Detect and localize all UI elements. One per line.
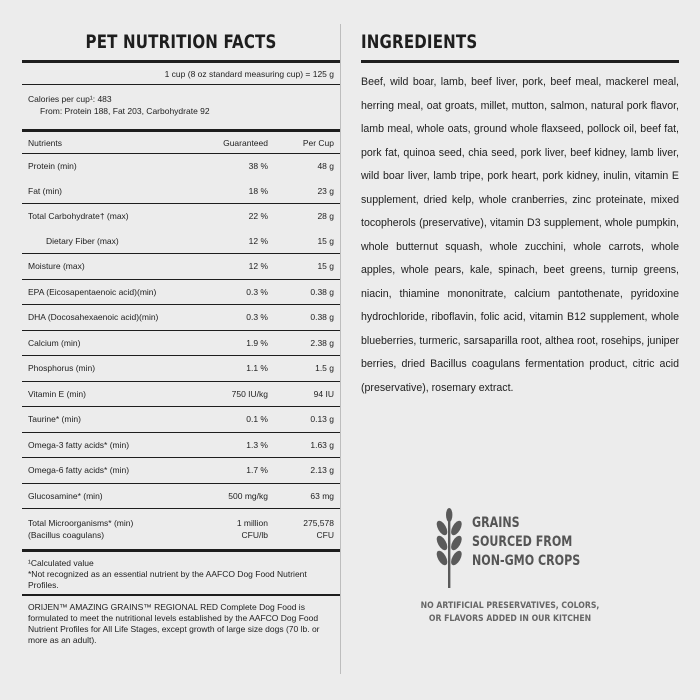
badge-line1: GRAINS (472, 515, 520, 531)
nutrient-guaranteed: 12 % (248, 261, 268, 272)
nutrient-guaranteed: 12 % (248, 235, 268, 246)
nutrient-name: EPA (Eicosapentaenoic acid)(min) (28, 286, 157, 297)
nutrient-row (22, 458, 340, 483)
badge-subtext (410, 600, 610, 626)
nutrient-per-cup: 63 mg (310, 490, 334, 501)
wheat-icon (430, 508, 468, 588)
nutrient-name: Protein (min) (28, 161, 77, 172)
nutrition-facts-panel (22, 24, 340, 689)
nutrient-row (22, 305, 340, 330)
nutrient-row (22, 331, 340, 356)
micro-name-line2: (Bacillus coagulans) (28, 530, 105, 540)
nutrient-row (22, 356, 340, 381)
header-guaranteed: Guaranteed (223, 137, 268, 148)
nutrient-name: DHA (Docosahexaenoic acid)(min) (28, 312, 159, 323)
nutrient-per-cup: 23 g (317, 185, 334, 196)
ingredients-text: Beef, wild boar, lamb, beef liver, pork, beef meal, mackerel meal, herring meal, oat groats, millet, mutton, salmon, natural pork flavor, lamb meal, whole oats, ground whole flaxseed, pollock oil, beef fat, pork fat, quinoa seed, chia seed, pork liver, beef kidney, lamb liver, wild boar liver, lamb tripe, pork heart, pork kidney, inulin, vitamin E supplement, dried kelp, whole cranberries, zinc proteinate, mixed tocopherols (preservative), vitamin D3 supplement, whole pumpkin, whole butternut squash, whole zucchini, whole carrots, whole apples, whole pears, kale, spinach, beet greens, turnip greens, niacin, thiamine mononitrate, calcium pantothenate, pyridoxine hydrochloride, riboflavin, folic acid, vitamin B12 supplement, whole blueberries, turmeric, sarsaparilla root, althea root, rosehips, juniper berries, dried Bacillus coagulans fermentation product, citric acid (preservative), rosemary extract. (361, 76, 679, 394)
header-per-cup: Per Cup (302, 137, 334, 148)
badge-line3: NON-GMO CROPS (472, 553, 581, 569)
nutrient-row (22, 433, 340, 458)
nutrient-name: Taurine* (min) (28, 414, 81, 425)
nutrient-name: Total Carbohydrate† (max) (28, 211, 129, 222)
nutrient-guaranteed: 22 % (248, 211, 268, 222)
nutrient-row (22, 280, 340, 305)
nutrient-per-cup: 0.38 g (310, 312, 334, 323)
nutrient-row (22, 229, 340, 254)
micro-p2: CFU (316, 530, 334, 540)
nutrient-row (22, 254, 340, 279)
micro-name (28, 517, 198, 541)
micro-g1: 1 million (236, 518, 268, 528)
nutrient-per-cup: 2.38 g (310, 337, 334, 348)
micro-name-line1: Total Microorganisms* (min) (28, 518, 134, 528)
nutrient-guaranteed: 1.3 % (246, 439, 268, 450)
nutrient-per-cup: 15 g (317, 235, 334, 246)
nutrient-name: Moisture (max) (28, 261, 85, 272)
badge-line2: SOURCED FROM (472, 534, 573, 550)
serving-size: 1 cup (8 oz standard measuring cup) = 125 g (164, 69, 334, 79)
badge-headline (472, 514, 600, 571)
nutrient-guaranteed: 0.3 % (246, 312, 268, 323)
nutrient-guaranteed: 0.3 % (246, 286, 268, 297)
nutrient-per-cup: 94 IU (313, 388, 334, 399)
nutrient-per-cup: 2.13 g (310, 465, 334, 476)
header-nutrients: Nutrients (28, 137, 63, 148)
nutrient-row-microorganisms (22, 509, 340, 549)
nutrient-name: Glucosamine* (min) (28, 490, 103, 501)
footnote-calculated: ¹Calculated value (28, 558, 94, 568)
nutrient-name: Calcium (min) (28, 337, 81, 348)
nutrient-name: Fat (min) (28, 185, 62, 196)
nutrient-name: Phosphorus (min) (28, 363, 96, 374)
nutrient-guaranteed: 1.1 % (246, 363, 268, 374)
nutrient-per-cup: 1.5 g (315, 363, 334, 374)
calories-per-cup: Calories per cup¹: 483 (28, 94, 112, 104)
nutrient-row (22, 204, 340, 229)
micro-p1: 275,578 (303, 518, 334, 528)
non-gmo-badge (420, 508, 620, 638)
calories-block (22, 85, 340, 129)
footnotes (22, 552, 340, 594)
nutrient-guaranteed: 38 % (248, 161, 268, 172)
nutrient-per-cup: 1.63 g (310, 439, 334, 450)
badge-sub1: NO ARTIFICIAL PRESERVATIVES, COLORS, (420, 601, 600, 611)
ingredients-title: INGREDIENTS (361, 31, 478, 53)
nutrient-row (22, 154, 340, 179)
footnote-aafco: *Not recognized as an essential nutrient by the AAFCO Dog Food Nutrient Profiles. (28, 569, 307, 590)
ingredients-panel (361, 24, 679, 400)
nutrient-guaranteed: 1.9 % (246, 337, 268, 348)
nutrient-per-cup: 48 g (317, 161, 334, 172)
badge-sub2: OR FLAVORS ADDED IN OUR KITCHEN (428, 614, 592, 624)
nutrient-name: Omega-6 fatty acids* (min) (28, 465, 130, 476)
nutrient-row (22, 382, 340, 407)
nutrient-guaranteed: 0.1 % (246, 414, 268, 425)
micro-g2: CFU/lb (241, 530, 268, 540)
column-divider (340, 24, 341, 674)
nutrients-header (22, 132, 340, 153)
nutrient-per-cup: 28 g (317, 211, 334, 222)
nutrient-per-cup: 0.13 g (310, 414, 334, 425)
nutrient-row (22, 179, 340, 204)
nutrient-per-cup: 15 g (317, 261, 334, 272)
aafco-statement: ORIJEN™ AMAZING GRAINS™ REGIONAL RED Complete Dog Food is formulated to meet the nutritional levels established by the AAFCO Dog Food Nutrient Profiles for All Life Stages, except growth of large size dogs (70 lb. or more as an adult). (28, 602, 320, 645)
micro-per-cup (268, 517, 334, 541)
nutrition-title: PET NUTRITION FACTS (85, 31, 277, 53)
calories-breakdown: From: Protein 188, Fat 203, Carbohydrate 92 (40, 106, 210, 116)
nutrient-name: Dietary Fiber (max) (46, 235, 119, 246)
nutrient-guaranteed: 500 mg/kg (228, 490, 268, 501)
nutrient-guaranteed: 750 IU/kg (231, 388, 268, 399)
nutrient-row (22, 407, 340, 432)
nutrient-row (22, 484, 340, 509)
nutrient-guaranteed: 18 % (248, 185, 268, 196)
nutrient-per-cup: 0.38 g (310, 286, 334, 297)
nutrient-name: Vitamin E (min) (28, 388, 86, 399)
nutrient-name: Omega-3 fatty acids* (min) (28, 439, 130, 450)
nutrient-guaranteed: 1.7 % (246, 465, 268, 476)
micro-guaranteed (198, 517, 268, 541)
